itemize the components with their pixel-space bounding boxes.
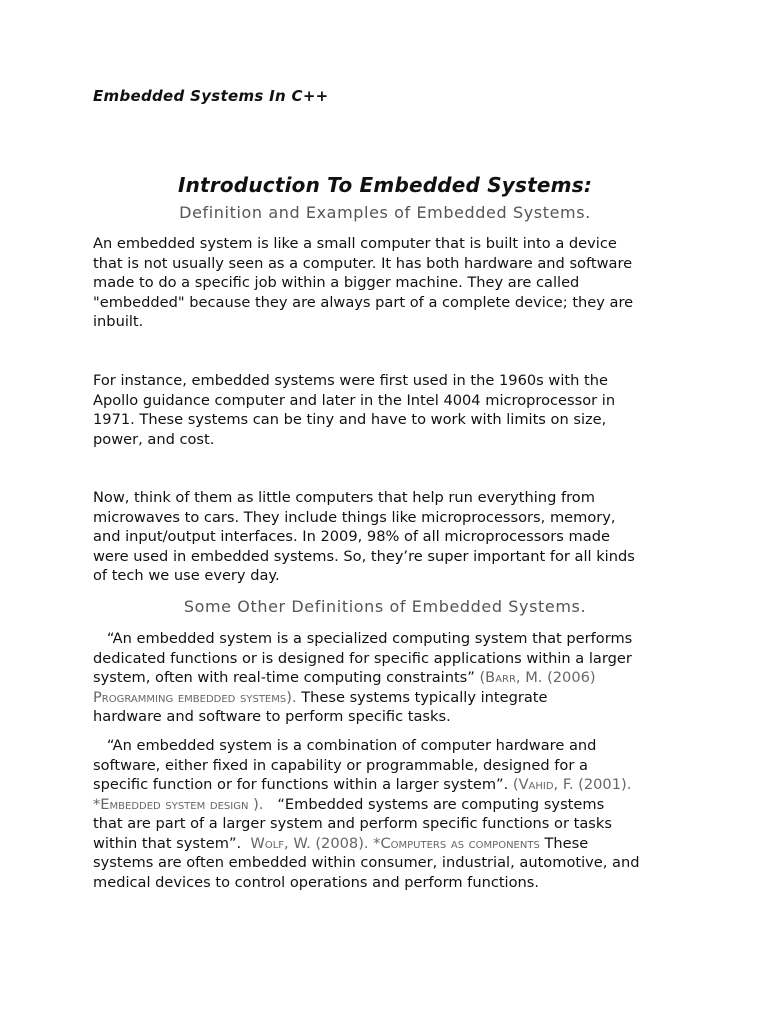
paragraph-line: An embedded system is like a small computer that is built into a device: [93, 235, 617, 252]
citation-barr: (Barr, M. (2006): [479, 669, 596, 686]
paragraph-line: dedicated functions or is designed for specific applications within a larger: [93, 649, 632, 667]
paragraph-intro: [93, 234, 677, 332]
paragraph-text: These: [539, 834, 589, 852]
paragraph-line: Now, think of them as little computers that help run everything from: [93, 489, 595, 506]
citation-wolf: Wolf, W. (2008). *Computers as components: [250, 834, 540, 852]
paragraph-line: that are part of a larger system and perform specific functions or tasks: [93, 815, 612, 832]
paragraph-line: [93, 688, 677, 708]
paragraph-line: software, either fixed in capability or programmable, designed for a: [93, 756, 588, 774]
quote-text: specific function or for functions within a larger system”.: [93, 776, 513, 793]
paragraph-line: medical devices to control operations and perform functions.: [93, 873, 540, 891]
quote-text: within that system”.: [93, 834, 251, 852]
paragraph-line: microwaves to cars. They include things like microprocessors, memory,: [93, 508, 616, 526]
citation-vahid-title: *Embedded system design ).: [93, 795, 264, 813]
paragraph-line: "embedded" because they are always part of a complete device; they are: [93, 293, 634, 311]
paragraph-line: and input/output interfaces. In 2009, 98% of all microprocessors made: [93, 528, 610, 545]
citation-vahid: (Vahid, F. (2001).: [512, 776, 632, 793]
paragraph-text: These systems typically integrate: [296, 688, 548, 706]
paragraph-line: “An embedded system is a combination of computer hardware and: [93, 737, 597, 754]
citation-barr-title: Programming embedded systems).: [93, 688, 297, 706]
paragraph-usage: [93, 488, 677, 586]
paragraph-line: For instance, embedded systems were first used in the 1960s with the: [93, 372, 608, 389]
paragraph-history: [93, 371, 677, 449]
paragraph-quote-vahid-wolf: [93, 736, 677, 892]
quote-text: “Embedded systems are computing systems: [263, 795, 605, 813]
paragraph-line: 1971. These systems can be tiny and have to work with limits on size,: [93, 411, 607, 428]
paragraph-line: [93, 775, 677, 795]
paragraph-line: power, and cost.: [93, 430, 215, 448]
paragraph-line: Apollo guidance computer and later in the Intel 4004 microprocessor in: [93, 391, 616, 409]
document-header-title: Embedded Systems In C++: [93, 87, 329, 105]
paragraph-line: “An embedded system is a specialized computing system that performs: [93, 630, 633, 647]
section-subheading-definition: Definition and Examples of Embedded Systems.: [179, 203, 591, 222]
quote-text: system, often with real-time computing constraints”: [93, 669, 480, 686]
paragraph-line: inbuilt.: [93, 313, 144, 330]
page-title: Introduction To Embedded Systems:: [177, 173, 593, 197]
paragraph-quote-barr: [93, 629, 677, 727]
paragraph-line: systems are often embedded within consumer, industrial, automotive, and: [93, 854, 640, 871]
paragraph-line: were used in embedded systems. So, they’re super important for all kinds: [93, 547, 635, 565]
paragraph-line: [93, 834, 677, 854]
paragraph-line: of tech we use every day.: [93, 567, 280, 584]
section-subheading-other-definitions: Some Other Definitions of Embedded Systems.: [183, 597, 587, 616]
paragraph-line: that is not usually seen as a computer. It has both hardware and software: [93, 254, 633, 272]
paragraph-line: [93, 795, 677, 815]
paragraph-line: [93, 668, 677, 688]
paragraph-line: hardware and software to perform specific tasks.: [93, 708, 451, 725]
paragraph-line: made to do a specific job within a bigger machine. They are called: [93, 274, 580, 291]
